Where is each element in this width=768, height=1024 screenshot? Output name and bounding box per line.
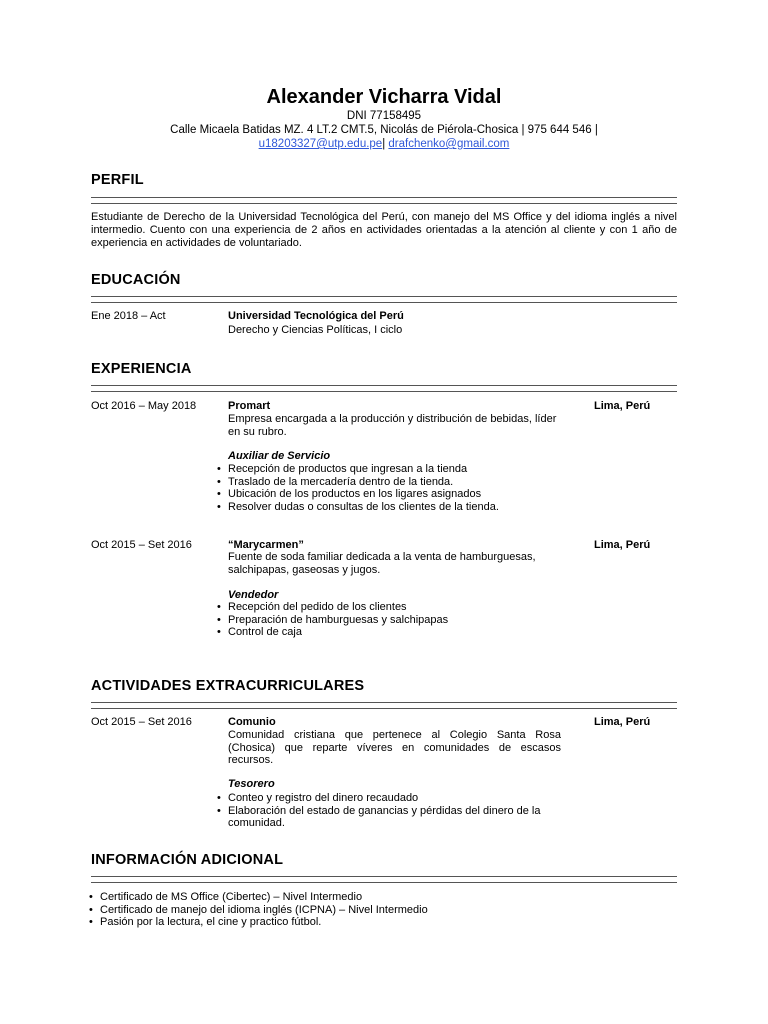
additional-info-list <box>88 891 648 929</box>
activity-organization: Comunio <box>228 716 276 728</box>
job-date: Oct 2016 – May 2018 <box>91 400 197 412</box>
job-organization: Promart <box>228 400 271 412</box>
candidate-name: Alexander Vicharra Vidal <box>266 86 502 108</box>
list-item: • Resolver dudas o consultas de los clientes de la tienda. <box>216 501 566 514</box>
section-title-perfil: PERFIL <box>91 172 144 188</box>
divider-line <box>91 876 677 877</box>
divider-line <box>91 385 677 386</box>
list-item: • Conteo y registro del dinero recaudado <box>216 792 566 805</box>
activity-description: Comunidad cristiana que pertenece al Colegio Santa Rosa (Chosica) que reparte víveres en comunidades de escasos recursos. <box>228 729 561 766</box>
resume-header <box>0 86 768 151</box>
divider-line <box>91 203 677 204</box>
job-role: Vendedor <box>228 589 279 601</box>
job-tasks-list <box>216 463 566 513</box>
job-location: Lima, Perú <box>594 539 651 551</box>
section-educacion <box>91 272 677 288</box>
activity-location: Lima, Perú <box>594 716 651 728</box>
job-organization: “Marycarmen” <box>228 539 304 551</box>
list-item: • Control de caja <box>216 626 566 639</box>
dni: DNI 77158495 <box>346 110 422 122</box>
education-program: Derecho y Ciencias Políticas, I ciclo <box>228 324 403 336</box>
list-item: • Recepción de productos que ingresan a la tienda <box>216 463 566 476</box>
divider-line <box>91 882 677 883</box>
job-date: Oct 2015 – Set 2016 <box>91 539 192 551</box>
divider-line <box>91 708 677 709</box>
section-extracurriculares <box>91 678 677 694</box>
email-link-utp[interactable]: u18203327@utp.edu.pe <box>258 138 383 150</box>
activity-date: Oct 2015 – Set 2016 <box>91 716 192 728</box>
list-item: • Ubicación de los productos en los ligares asignados <box>216 488 566 501</box>
section-title-experiencia: EXPERIENCIA <box>91 361 192 377</box>
section-title-adicional: INFORMACIÓN ADICIONAL <box>91 852 284 868</box>
list-item: • Preparación de hamburguesas y salchipapas <box>216 614 566 627</box>
divider-line <box>91 391 677 392</box>
job-role: Auxiliar de Servicio <box>228 450 331 462</box>
list-item: • Elaboración del estado de ganancias y pérdidas del dinero de la comunidad. <box>216 805 566 830</box>
divider-line <box>91 296 677 297</box>
divider-line <box>91 197 677 198</box>
email-link-gmail[interactable]: drafchenko@gmail.com <box>388 138 510 150</box>
email-separator: | <box>382 138 386 150</box>
divider-line <box>91 702 677 703</box>
section-title-educacion: EDUCACIÓN <box>91 272 181 288</box>
section-perfil <box>91 172 677 188</box>
email-line <box>0 137 768 151</box>
list-item: • Recepción del pedido de los clientes <box>216 601 566 614</box>
education-date: Ene 2018 – Act <box>91 310 166 322</box>
job-description: Empresa encargada a la producción y distribución de bebidas, líder en su rubro. <box>228 413 557 438</box>
perfil-text: Estudiante de Derecho de la Universidad Tecnológica del Perú, con manejo del MS Office y del idioma inglés a nivel intermedio. Cuento con una experiencia de 2 años en actividades orientadas a la atención al cliente y con 1 año de experiencia en actividades de voluntariado. <box>91 211 677 249</box>
activity-tasks-list <box>216 792 566 830</box>
section-adicional <box>91 852 677 868</box>
list-item: • Certificado de manejo del idioma inglés (ICPNA) – Nivel Intermedio <box>88 904 648 917</box>
section-title-extracurriculares: ACTIVIDADES EXTRACURRICULARES <box>91 678 365 694</box>
list-item: • Pasión por la lectura, el cine y practico fútbol. <box>88 916 648 929</box>
divider-line <box>91 302 677 303</box>
job-location: Lima, Perú <box>594 400 651 412</box>
job-tasks-list <box>216 601 566 639</box>
list-item: • Certificado de MS Office (Cibertec) – Nivel Intermedio <box>88 891 648 904</box>
education-institution: Universidad Tecnológica del Perú <box>228 310 404 322</box>
job-description: Fuente de soda familiar dedicada a la venta de hamburguesas, salchipapas, gaseosas y jugos. <box>228 551 536 576</box>
activity-role: Tesorero <box>228 778 275 790</box>
section-experiencia <box>91 361 677 377</box>
list-item: • Traslado de la mercadería dentro de la tienda. <box>216 476 566 489</box>
address-phone: Calle Micaela Batidas MZ. 4 LT.2 CMT.5, Nicolás de Piérola-Chosica | 975 644 546 | <box>170 124 598 136</box>
